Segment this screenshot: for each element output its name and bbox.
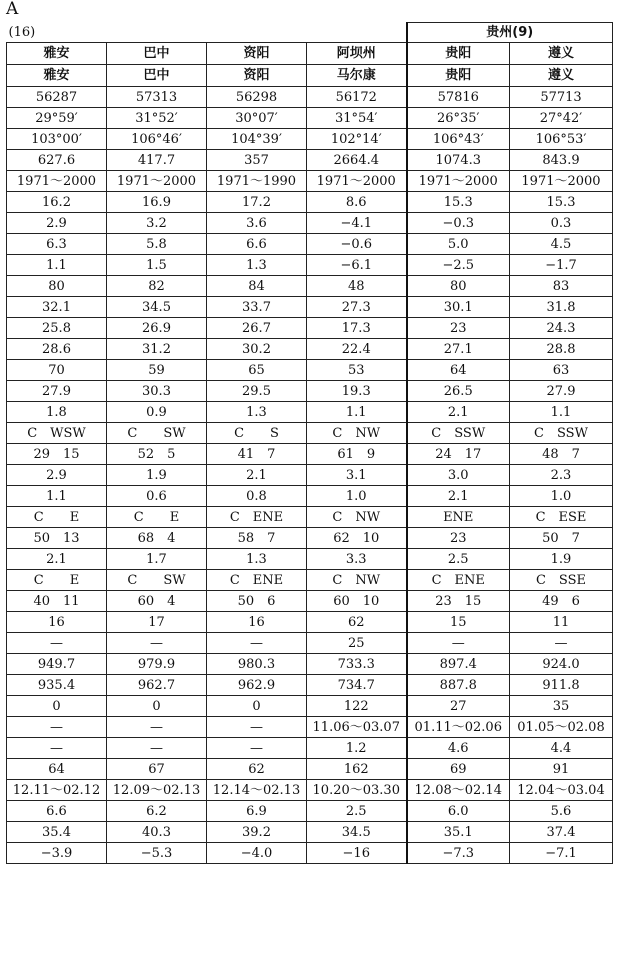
station-sub-name-cell: 马尔康 — [307, 65, 407, 87]
table-cell: 843.9 — [510, 150, 613, 171]
table-cell: 980.3 — [207, 654, 307, 675]
table-cell: 1.3 — [207, 255, 307, 276]
table-cell: 64 — [7, 759, 107, 780]
table-row — [7, 801, 613, 822]
table-cell: 924.0 — [510, 654, 613, 675]
table-cell: 61 9 — [307, 444, 407, 465]
table-cell: 962.7 — [107, 675, 207, 696]
table-cell: 63 — [510, 360, 613, 381]
table-cell: 29°59′ — [7, 108, 107, 129]
table-cell: 962.9 — [207, 675, 307, 696]
table-cell: C SW — [107, 570, 207, 591]
table-cell: — — [7, 738, 107, 759]
table-row — [7, 465, 613, 486]
table-cell: 56287 — [7, 87, 107, 108]
table-cell: C NW — [307, 423, 407, 444]
station-sub-name-cell: 巴中 — [107, 65, 207, 87]
table-row — [7, 675, 613, 696]
table-cell: 1971～2000 — [510, 171, 613, 192]
table-cell: 733.3 — [307, 654, 407, 675]
table-cell: −5.3 — [107, 843, 207, 864]
station-sub-name-cell: 资阳 — [207, 65, 307, 87]
table-cell: 26.5 — [407, 381, 510, 402]
table-cell: — — [207, 633, 307, 654]
table-cell: 41 7 — [207, 444, 307, 465]
table-cell: 33.7 — [207, 297, 307, 318]
table-cell: 23 15 — [407, 591, 510, 612]
table-cell: 1.3 — [207, 402, 307, 423]
table-cell: 1.0 — [510, 486, 613, 507]
table-row — [7, 633, 613, 654]
table-cell: — — [207, 717, 307, 738]
table-cell: 1074.3 — [407, 150, 510, 171]
table-cell: 19.3 — [307, 381, 407, 402]
table-cell: 24.3 — [510, 318, 613, 339]
table-cell: 34.5 — [307, 822, 407, 843]
table-cell: 24 17 — [407, 444, 510, 465]
table-cell: C E — [7, 507, 107, 528]
table-cell: 1.1 — [7, 255, 107, 276]
table-cell: 106°46′ — [107, 129, 207, 150]
table-cell: 357 — [207, 150, 307, 171]
table-cell: 34.5 — [107, 297, 207, 318]
table-cell: C NW — [307, 570, 407, 591]
table-row — [7, 402, 613, 423]
table-cell: 22.4 — [307, 339, 407, 360]
table-row — [7, 717, 613, 738]
station-name-cell: 阿坝州 — [307, 43, 407, 65]
table-cell: 27 — [407, 696, 510, 717]
table-cell: 3.3 — [307, 549, 407, 570]
table-cell: C ENE — [207, 570, 307, 591]
table-cell: 28.6 — [7, 339, 107, 360]
table-cell: 27°42′ — [510, 108, 613, 129]
table-cell: 3.1 — [307, 465, 407, 486]
table-cell: 2.1 — [7, 549, 107, 570]
station-name-cell: 巴中 — [107, 43, 207, 65]
table-cell: — — [207, 738, 307, 759]
table-cell: 60 4 — [107, 591, 207, 612]
table-row — [7, 108, 613, 129]
table-cell: 39.2 — [207, 822, 307, 843]
table-cell: 3.6 — [207, 213, 307, 234]
table-cell: 31°54′ — [307, 108, 407, 129]
table-cell: 0.8 — [207, 486, 307, 507]
table-cell: 48 — [307, 276, 407, 297]
table-cell: 2.9 — [7, 213, 107, 234]
table-row — [7, 297, 613, 318]
table-cell: 31.8 — [510, 297, 613, 318]
table-cell: 2.5 — [307, 801, 407, 822]
table-cell: 5.0 — [407, 234, 510, 255]
table-cell: 1971～2000 — [407, 171, 510, 192]
station-sub-name-cell: 雅安 — [7, 65, 107, 87]
table-cell: 0.9 — [107, 402, 207, 423]
table-cell: 40 11 — [7, 591, 107, 612]
table-cell: 16.2 — [7, 192, 107, 213]
table-cell: 1.2 — [307, 738, 407, 759]
table-cell: 27.9 — [7, 381, 107, 402]
table-cell: −1.7 — [510, 255, 613, 276]
table-cell: 69 — [407, 759, 510, 780]
table-cell: 29.5 — [207, 381, 307, 402]
station-name-row — [7, 43, 613, 65]
table-cell: 0.3 — [510, 213, 613, 234]
table-cell: 1.1 — [307, 402, 407, 423]
table-row — [7, 381, 613, 402]
table-row — [7, 549, 613, 570]
table-cell: 58 7 — [207, 528, 307, 549]
table-cell: 417.7 — [107, 150, 207, 171]
table-cell: C E — [7, 570, 107, 591]
table-cell: −7.3 — [407, 843, 510, 864]
table-cell: C ESE — [510, 507, 613, 528]
table-cell: 52 5 — [107, 444, 207, 465]
table-cell: 6.2 — [107, 801, 207, 822]
table-cell: 15.3 — [510, 192, 613, 213]
table-row — [7, 507, 613, 528]
table-cell: 32.1 — [7, 297, 107, 318]
table-cell: 16 — [207, 612, 307, 633]
table-cell: 56298 — [207, 87, 307, 108]
table-cell: 50 13 — [7, 528, 107, 549]
table-cell: 6.6 — [207, 234, 307, 255]
table-cell: 12.14～02.13 — [207, 780, 307, 801]
table-cell: 911.8 — [510, 675, 613, 696]
table-cell: 2.1 — [407, 402, 510, 423]
table-cell: 103°00′ — [7, 129, 107, 150]
table-cell: −4.1 — [307, 213, 407, 234]
table-cell: C S — [207, 423, 307, 444]
table-cell: 12.08～02.14 — [407, 780, 510, 801]
table-cell: 1971～2000 — [7, 171, 107, 192]
station-sub-name-cell: 贵阳 — [407, 65, 510, 87]
table-cell: C WSW — [7, 423, 107, 444]
table-cell: −7.1 — [510, 843, 613, 864]
climate-data-table-wrapper — [6, 22, 612, 864]
table-cell: −6.1 — [307, 255, 407, 276]
table-cell: — — [107, 738, 207, 759]
table-cell: 27.1 — [407, 339, 510, 360]
table-cell: 16 — [7, 612, 107, 633]
table-cell: 29 15 — [7, 444, 107, 465]
table-row — [7, 276, 613, 297]
province-group-label: 贵州(9) — [407, 23, 613, 43]
table-cell: 3.0 — [407, 465, 510, 486]
table-cell: 01.05～02.08 — [510, 717, 613, 738]
table-cell: 106°43′ — [407, 129, 510, 150]
table-cell: 1.9 — [510, 549, 613, 570]
table-cell: 0 — [7, 696, 107, 717]
table-cell: 60 10 — [307, 591, 407, 612]
table-cell: — — [107, 633, 207, 654]
table-cell: 2.3 — [510, 465, 613, 486]
table-cell: 3.2 — [107, 213, 207, 234]
table-cell: 1.5 — [107, 255, 207, 276]
table-cell: C NW — [307, 507, 407, 528]
table-row — [7, 822, 613, 843]
table-cell: C ENE — [407, 570, 510, 591]
table-row — [7, 234, 613, 255]
table-cell: 106°53′ — [510, 129, 613, 150]
table-cell: −16 — [307, 843, 407, 864]
table-cell: 162 — [307, 759, 407, 780]
table-cell: 6.0 — [407, 801, 510, 822]
table-cell: 6.3 — [7, 234, 107, 255]
table-cell: 31°52′ — [107, 108, 207, 129]
table-cell: — — [107, 717, 207, 738]
table-cell: 1.9 — [107, 465, 207, 486]
table-cell: 68 4 — [107, 528, 207, 549]
section-header-row — [7, 23, 613, 43]
table-cell: C E — [107, 507, 207, 528]
table-row — [7, 759, 613, 780]
table-row — [7, 360, 613, 381]
table-cell: 17 — [107, 612, 207, 633]
table-row — [7, 780, 613, 801]
table-cell: 2.1 — [407, 486, 510, 507]
table-cell: 50 7 — [510, 528, 613, 549]
table-cell: 23 — [407, 318, 510, 339]
table-cell: 56172 — [307, 87, 407, 108]
table-cell: 62 10 — [307, 528, 407, 549]
station-name-cell: 雅安 — [7, 43, 107, 65]
table-cell: 17.2 — [207, 192, 307, 213]
table-row — [7, 171, 613, 192]
table-cell: 6.6 — [7, 801, 107, 822]
table-cell: 64 — [407, 360, 510, 381]
table-cell: 16.9 — [107, 192, 207, 213]
table-cell: 122 — [307, 696, 407, 717]
table-cell: 40.3 — [107, 822, 207, 843]
table-cell: 2.9 — [7, 465, 107, 486]
table-cell: 27.3 — [307, 297, 407, 318]
table-cell: 62 — [307, 612, 407, 633]
table-cell: 49 6 — [510, 591, 613, 612]
table-cell: 0 — [207, 696, 307, 717]
table-cell: 5.6 — [510, 801, 613, 822]
table-cell: 35.1 — [407, 822, 510, 843]
table-cell: 979.9 — [107, 654, 207, 675]
table-cell: 104°39′ — [207, 129, 307, 150]
table-cell: 35 — [510, 696, 613, 717]
table-cell: 627.6 — [7, 150, 107, 171]
table-row — [7, 654, 613, 675]
table-cell: 5.8 — [107, 234, 207, 255]
table-cell: 949.7 — [7, 654, 107, 675]
table-cell: 57816 — [407, 87, 510, 108]
station-sub-name-cell: 遵义 — [510, 65, 613, 87]
table-cell: −3.9 — [7, 843, 107, 864]
table-row — [7, 486, 613, 507]
table-cell: 1.0 — [307, 486, 407, 507]
table-cell: 2664.4 — [307, 150, 407, 171]
table-cell: 6.9 — [207, 801, 307, 822]
table-cell: 70 — [7, 360, 107, 381]
table-row — [7, 843, 613, 864]
table-cell: 12.04～03.04 — [510, 780, 613, 801]
table-cell: 17.3 — [307, 318, 407, 339]
table-row — [7, 570, 613, 591]
table-cell: C ENE — [207, 507, 307, 528]
table-cell: C SSW — [510, 423, 613, 444]
table-cell: 37.4 — [510, 822, 613, 843]
table-cell: 30°07′ — [207, 108, 307, 129]
table-cell: 57313 — [107, 87, 207, 108]
table-cell: 2.5 — [407, 549, 510, 570]
table-cell: 1.1 — [7, 486, 107, 507]
table-cell: — — [7, 633, 107, 654]
table-cell: 30.2 — [207, 339, 307, 360]
table-cell: 30.3 — [107, 381, 207, 402]
table-cell: −0.6 — [307, 234, 407, 255]
climate-data-table — [6, 22, 613, 864]
table-cell: 53 — [307, 360, 407, 381]
table-cell: 35.4 — [7, 822, 107, 843]
table-cell: 734.7 — [307, 675, 407, 696]
table-cell: 84 — [207, 276, 307, 297]
table-cell: 31.2 — [107, 339, 207, 360]
table-cell: 25.8 — [7, 318, 107, 339]
table-cell: 1971～1990 — [207, 171, 307, 192]
table-cell: ENE — [407, 507, 510, 528]
table-cell: 28.8 — [510, 339, 613, 360]
table-cell: 887.8 — [407, 675, 510, 696]
table-cell: 67 — [107, 759, 207, 780]
table-cell: — — [510, 633, 613, 654]
table-cell: 15 — [407, 612, 510, 633]
table-cell: 12.09～02.13 — [107, 780, 207, 801]
table-cell: 2.1 — [207, 465, 307, 486]
station-sub-name-row — [7, 65, 613, 87]
table-cell: 4.5 — [510, 234, 613, 255]
table-cell: 0 — [107, 696, 207, 717]
table-cell: 23 — [407, 528, 510, 549]
table-cell: 935.4 — [7, 675, 107, 696]
table-cell: 1971～2000 — [107, 171, 207, 192]
table-row — [7, 528, 613, 549]
table-row — [7, 591, 613, 612]
table-cell: 30.1 — [407, 297, 510, 318]
table-cell: 27.9 — [510, 381, 613, 402]
table-row — [7, 339, 613, 360]
table-cell: 4.4 — [510, 738, 613, 759]
table-cell: 1.3 — [207, 549, 307, 570]
section-label: (16) — [7, 23, 407, 43]
table-cell: 65 — [207, 360, 307, 381]
table-cell: 11 — [510, 612, 613, 633]
table-row — [7, 444, 613, 465]
table-cell: 50 6 — [207, 591, 307, 612]
table-cell: 1.8 — [7, 402, 107, 423]
station-name-cell: 资阳 — [207, 43, 307, 65]
table-cell: 15.3 — [407, 192, 510, 213]
table-cell: 26°35′ — [407, 108, 510, 129]
table-cell: 897.4 — [407, 654, 510, 675]
table-row — [7, 423, 613, 444]
table-cell: 57713 — [510, 87, 613, 108]
table-cell: −4.0 — [207, 843, 307, 864]
table-cell: 8.6 — [307, 192, 407, 213]
table-cell: 4.6 — [407, 738, 510, 759]
table-row — [7, 696, 613, 717]
table-cell: 0.6 — [107, 486, 207, 507]
table-cell: 1.1 — [510, 402, 613, 423]
station-name-cell: 贵阳 — [407, 43, 510, 65]
table-cell: 1.7 — [107, 549, 207, 570]
table-cell: — — [7, 717, 107, 738]
table-cell: 62 — [207, 759, 307, 780]
table-cell: 12.11～02.12 — [7, 780, 107, 801]
table-cell: 82 — [107, 276, 207, 297]
table-cell: 80 — [407, 276, 510, 297]
table-row — [7, 318, 613, 339]
table-cell: 102°14′ — [307, 129, 407, 150]
table-cell: 59 — [107, 360, 207, 381]
table-cell: C SW — [107, 423, 207, 444]
table-row — [7, 192, 613, 213]
table-cell: −0.3 — [407, 213, 510, 234]
table-row — [7, 738, 613, 759]
table-cell: — — [407, 633, 510, 654]
table-cell: −2.5 — [407, 255, 510, 276]
table-cell: 1971～2000 — [307, 171, 407, 192]
table-cell: 01.11～02.06 — [407, 717, 510, 738]
table-row — [7, 87, 613, 108]
page-letter: A — [6, 0, 19, 19]
table-cell: 26.9 — [107, 318, 207, 339]
table-row — [7, 612, 613, 633]
table-cell: 48 7 — [510, 444, 613, 465]
table-row — [7, 255, 613, 276]
table-row — [7, 213, 613, 234]
table-cell: 26.7 — [207, 318, 307, 339]
table-cell: 10.20～03.30 — [307, 780, 407, 801]
table-cell: 80 — [7, 276, 107, 297]
table-cell: 11.06～03.07 — [307, 717, 407, 738]
table-cell: C SSE — [510, 570, 613, 591]
table-cell: 25 — [307, 633, 407, 654]
table-cell: C SSW — [407, 423, 510, 444]
station-name-cell: 遵义 — [510, 43, 613, 65]
table-cell: 83 — [510, 276, 613, 297]
table-cell: 91 — [510, 759, 613, 780]
table-body — [7, 23, 613, 864]
table-row — [7, 150, 613, 171]
table-row — [7, 129, 613, 150]
